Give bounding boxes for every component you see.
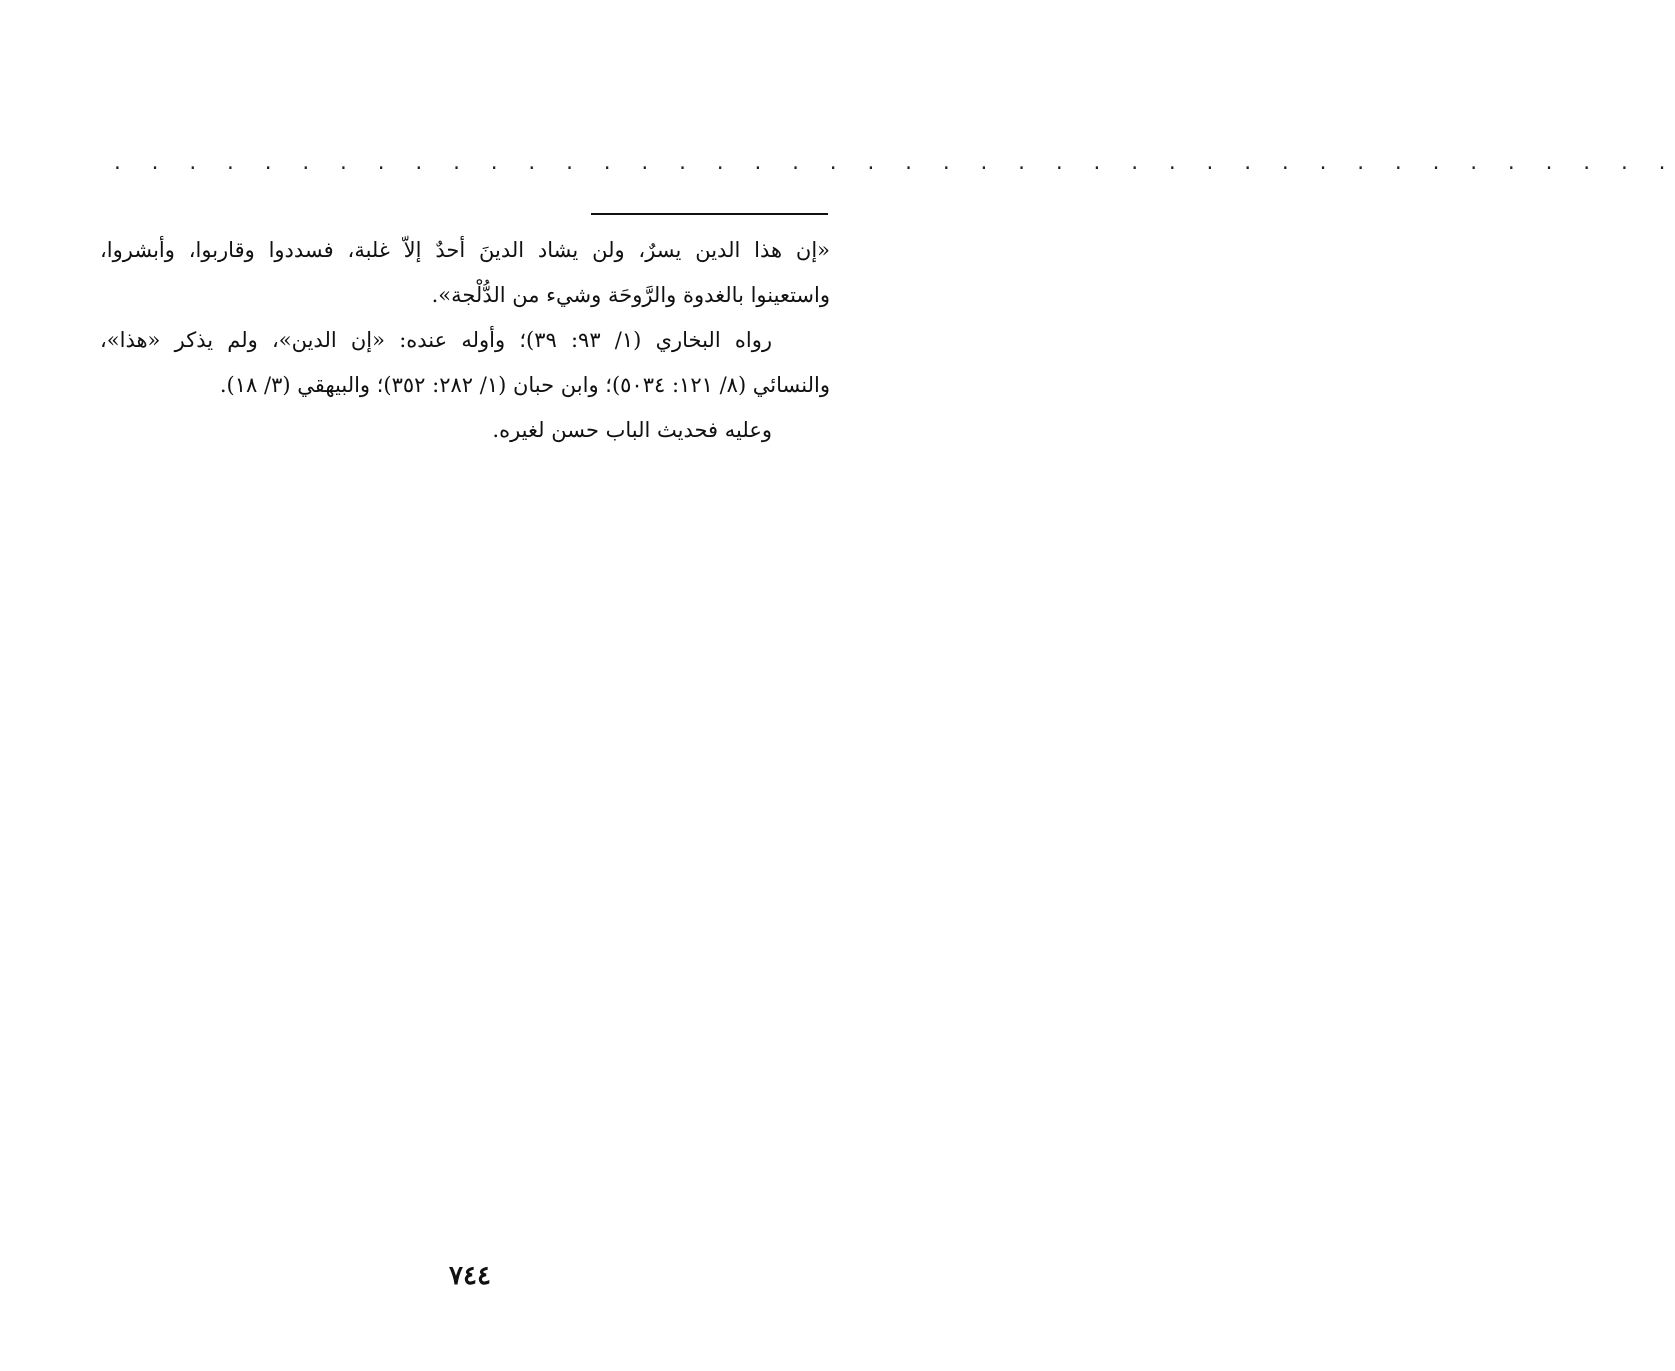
dotted-separator: . . . . . . . . . . . . . . . . . . . . . . . . . . . . . . . . . . . . . . . . . . (112, 153, 1675, 174)
hadith-text: «إن هذا الدين يسرٌ، ولن يشاد الدينَ أحدٌ إلاّ غلبة، فسددوا وقاربوا، وأبشروا، واستعينوا بالغدوة والرَّوحَة وشيء من الدُّلْجة». (100, 238, 830, 307)
page-number: ٧٤٤ (449, 1261, 491, 1291)
verdict-paragraph: وعليه فحديث الباب حسن لغيره. (492, 418, 772, 442)
footnotes-section (100, 228, 830, 453)
footnote-rule (591, 213, 828, 215)
takhrij-paragraph: رواه البخاري (١/ ٩٣: ٣٩)؛ وأوله عنده: «إن الدين»، ولم يذكر «هذا»، والنسائي (٨/ ١٢١: ٥٠٣٤)؛ وابن حبان (١/ ٢٨٢: ٣٥٢)؛ والبيهقي (٣/ ١٨). (100, 328, 830, 397)
